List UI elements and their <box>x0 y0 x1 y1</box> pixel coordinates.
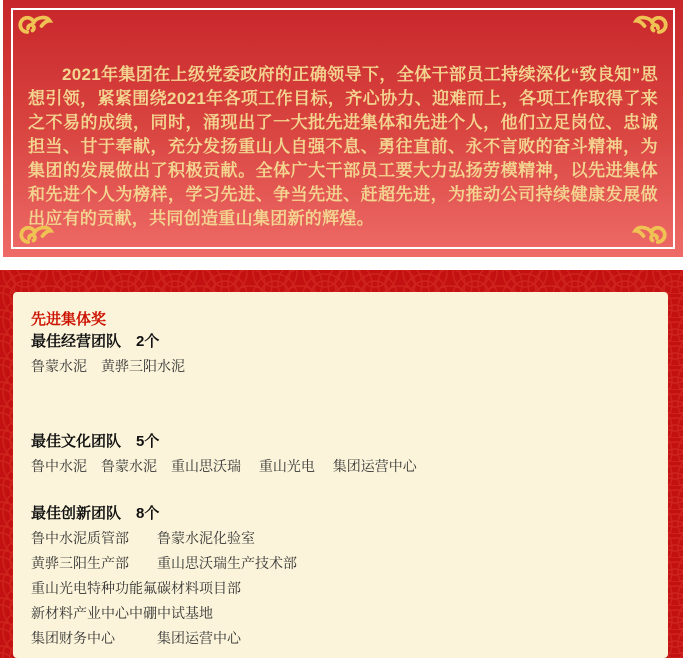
award-winners-line: 鲁中水泥 鲁蒙水泥 重山思沃瑞 重山光电 集团运营中心 <box>31 458 417 474</box>
cloud-top-left-icon <box>15 11 53 38</box>
award-winners-line: 新材料产业中心中硼中试基地 <box>31 605 213 621</box>
award-winners-line: 鲁蒙水泥 黄骅三阳水泥 <box>31 358 185 374</box>
section-divider <box>0 257 683 270</box>
cloud-top-right-icon <box>633 11 671 38</box>
award-winners-line: 重山光电特种功能氟碳材料项目部 <box>31 580 241 596</box>
banner-paragraph: 2021年集团在上级党委政府的正确领导下，全体干部员工持续深化“致良知”思想引领，紧紧围绕2021年各项工作目标，齐心协力、迎难而上，各项工作取得了来之不易的成绩，同时，涌现出了一大批先进集体和先进个人，他们立足岗位、忠诚担当、甘于奉献，充分发扬重山人自强不息、勇往直前、永不言败的奋斗精神，为集团的发展做出了积极贡献。全体广大干部员工要大力弘扬劳模精神，以先进集体和先进个人为榜样，学习先进、争当先进、赶超先进，为推动公司持续健康发展做出应有的贡献，共同创造重山集团新的辉煌。 <box>28 65 658 228</box>
award-winners-line: 黄骅三阳生产部 重山思沃瑞生产技术部 <box>31 555 297 571</box>
award-group-innovation <box>31 502 652 651</box>
awards-section-title: 先进集体奖 <box>31 311 107 328</box>
awards-card <box>13 292 668 658</box>
award-group-heading: 最佳经营团队 2个 <box>31 333 160 350</box>
award-winners-line: 集团财务中心 集团运营中心 <box>31 630 241 646</box>
awards-section <box>0 270 683 658</box>
award-group-business <box>31 330 652 379</box>
award-winners-line: 鲁中水泥质管部 鲁蒙水泥化验室 <box>31 530 255 546</box>
banner <box>3 0 683 257</box>
award-group-culture <box>31 430 652 479</box>
award-group-heading: 最佳文化团队 5个 <box>31 433 160 450</box>
award-group-heading: 最佳创新团队 8个 <box>31 505 160 522</box>
